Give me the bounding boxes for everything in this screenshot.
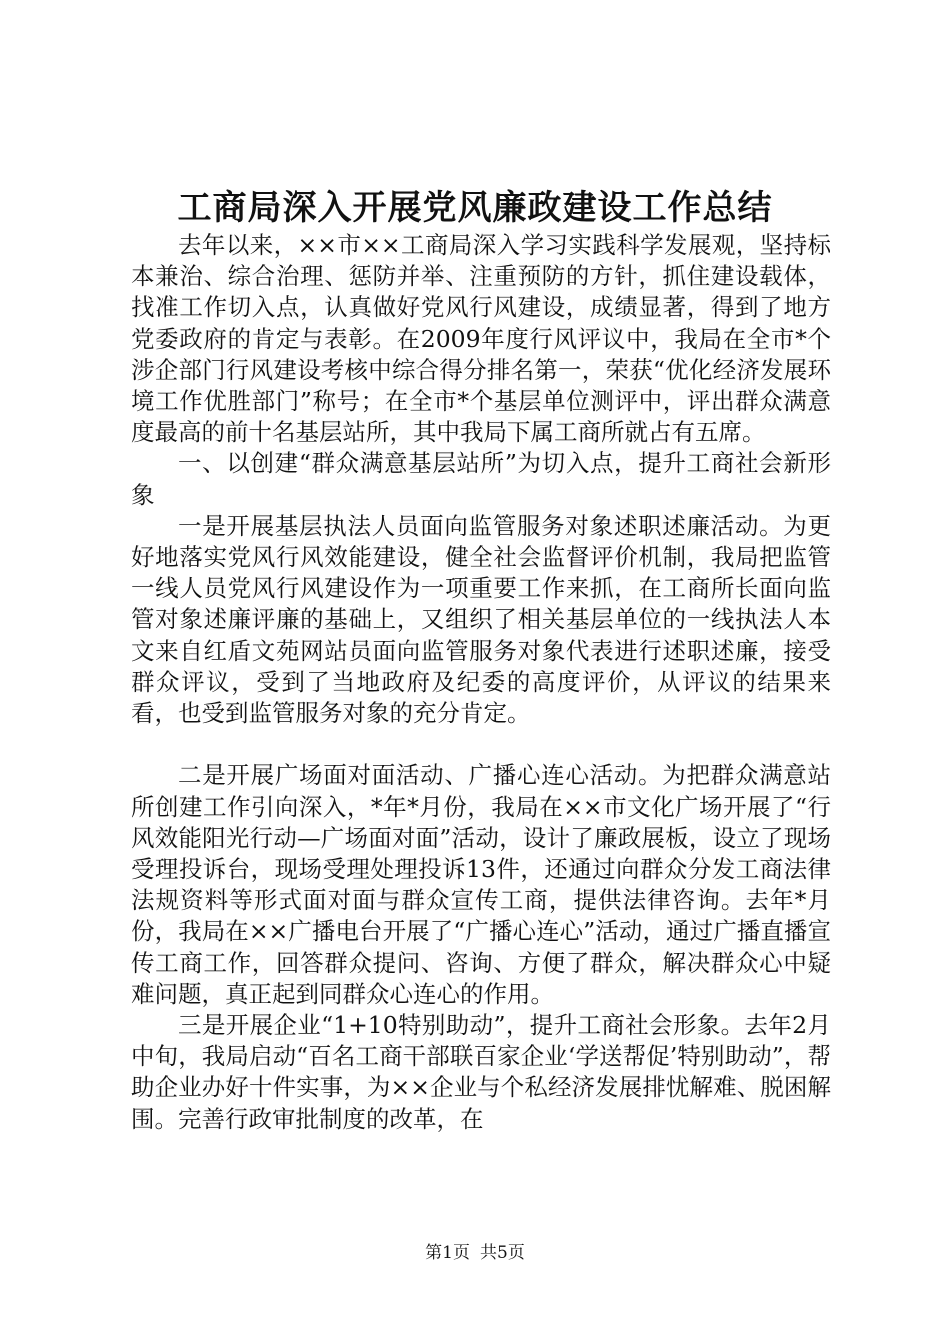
paragraph-item-2: 二是开展广场面对面活动、广播心连心活动。为把群众满意站所创建工作引向深入，*年*月份，我局在××市文化广场开展了“行风效能阳光行动—广场面对面”活动，设计了廉政展板，设立了现场受理投诉台，现场受理处理投诉13件，还通过向群众分发工商法律法规资料等形式面对面与群众宣传工商，提供法律咨询。去年*月份，我局在××广播电台开展了“广播心连心”活动，通过广播直播宣传工商工作，回答群众提问、咨询、方便了群众，解决群众心中疑难问题，真正起到同群众心连心的作用。 [131,761,831,1008]
paragraph-intro: 去年以来，××市××工商局深入学习实践科学发展观，坚持标本兼治、综合治理、惩防并举、注重预防的方针，抓住建设载体，找准工作切入点，认真做好党风行风建设，成绩显著，得到了地方党委政府的肯定与表彰。在2009年度行风评议中，我局在全市*个涉企部门行风建设考核中综合得分排名第一，荣获“优化经济发展环境工作优胜部门”称号；在全市*个基层单位测评中，评出群众满意度最高的前十名基层站所，其中我局下属工商所就占有五席。 [131,231,831,447]
document-body [131,230,831,1135]
page-total: 共5页 [480,1243,525,1263]
paragraph-spacer [131,729,831,760]
paragraph-item-3: 三是开展企业“1+10特别助动”，提升工商社会形象。去年2月中旬，我局启动“百名工商干部联百家企业‘学送帮促’特别助动”，帮助企业办好十件实事，为××企业与个私经济发展排忧解难、脱困解围。完善行政审批制度的改革，在 [131,1011,831,1133]
page-footer [0,1241,950,1265]
paragraph-item-1: 一是开展基层执法人员面向监管服务对象述职述廉活动。为更好地落实党风行风效能建设，健全社会监督评价机制，我局把监管一线人员党风行风建设作为一项重要工作来抓，在工商所长面向监管对象述廉评廉的基础上，又组织了相关基层单位的一线执法人本文来自红盾文苑网站员面向监管服务对象代表进行述职述廉，接受群众评议，受到了当地政府及纪委的高度评价，从评议的结果来看，也受到监管服务对象的充分肯定。 [131,511,831,728]
section-heading-1: 一、以创建“群众满意基层站所”为切入点，提升工商社会新形象 [131,449,831,509]
page-number: 第1页 [425,1243,470,1263]
document-title: 工商局深入开展党风廉政建设工作总结 [177,188,773,228]
